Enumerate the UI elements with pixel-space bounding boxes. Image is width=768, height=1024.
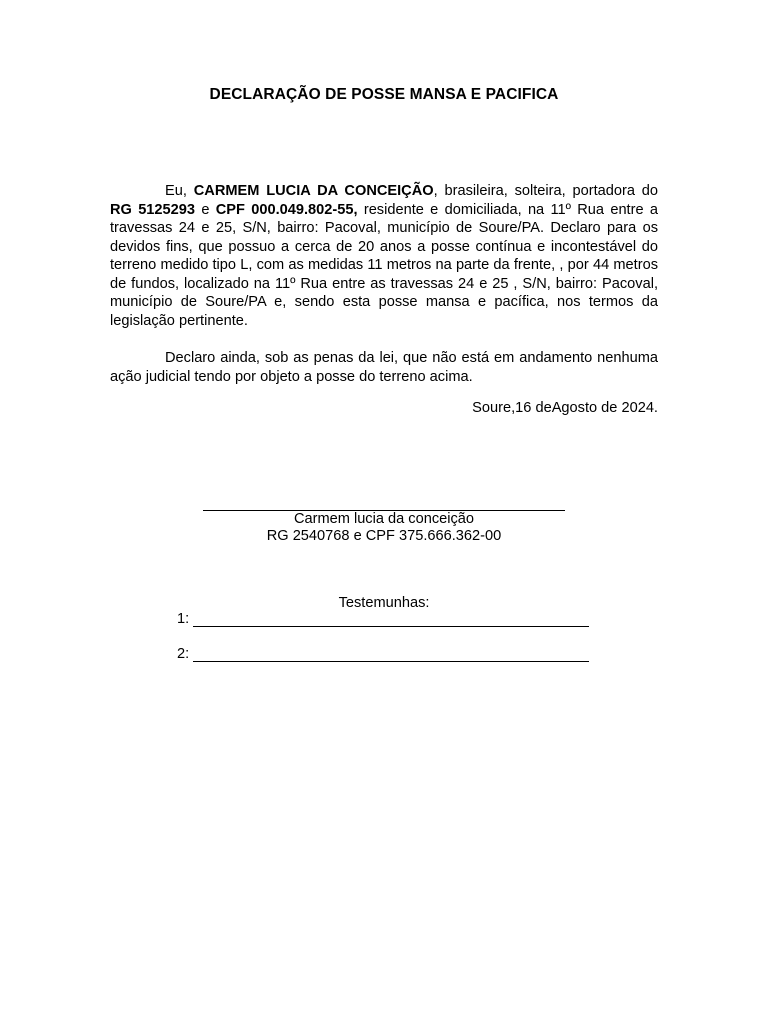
declaration-paragraph [110, 182, 658, 330]
witness-2-line [193, 647, 589, 662]
cpf-number: CPF 000.049.802-55, [215, 201, 358, 218]
signature-line [203, 494, 565, 511]
text-fragment: Eu, [165, 183, 194, 199]
text-fragment: e [195, 201, 216, 218]
second-paragraph: Declaro ainda, sob as penas da lei, que não está em andamento nenhuma ação judicial tendo por objeto a posse do terreno acima. [110, 350, 658, 385]
date-line: Soure,16 deAgosto de 2024. [472, 400, 658, 416]
signer-name: Carmem lucia da conceição [293, 511, 475, 527]
witnesses-label: Testemunhas: [338, 595, 430, 611]
signer-ids: RG 2540768 e CPF 375.666.362-00 [266, 528, 502, 544]
witness-2-label: 2: [177, 646, 190, 662]
witness-1-row [177, 611, 589, 627]
rg-number: RG 5125293 [110, 201, 196, 218]
document-title: DECLARAÇÃO DE POSSE MANSA E PACIFICA [209, 86, 559, 103]
witness-1-line [193, 612, 589, 627]
text-fragment: residente e domiciliada, na 11º Rua entre a travessas 24 e 25, S/N, bairro: Pacoval, município de Soure/PA. Declaro para os devidos fins, que possuo a cerca de 20 anos a posse contínua e incontestável do terreno medido tipo L, com as medidas 11 metros na parte da frente, , por 44 metros de fundos, localizado na 11º Rua entre as travessas 24 e 25 , S/N, bairro: Pacoval, município de Soure/PA e, sendo esta posse mansa e pacífica, nos termos da legislação pertinente. [110, 201, 659, 329]
witness-2-row [177, 646, 589, 662]
declarant-name: CARMEM LUCIA DA CONCEIÇÃO [193, 183, 434, 199]
witness-1-label: 1: [177, 611, 190, 627]
signature-block [0, 494, 768, 545]
text-fragment: , brasileira, solteira, portadora do [433, 183, 659, 199]
